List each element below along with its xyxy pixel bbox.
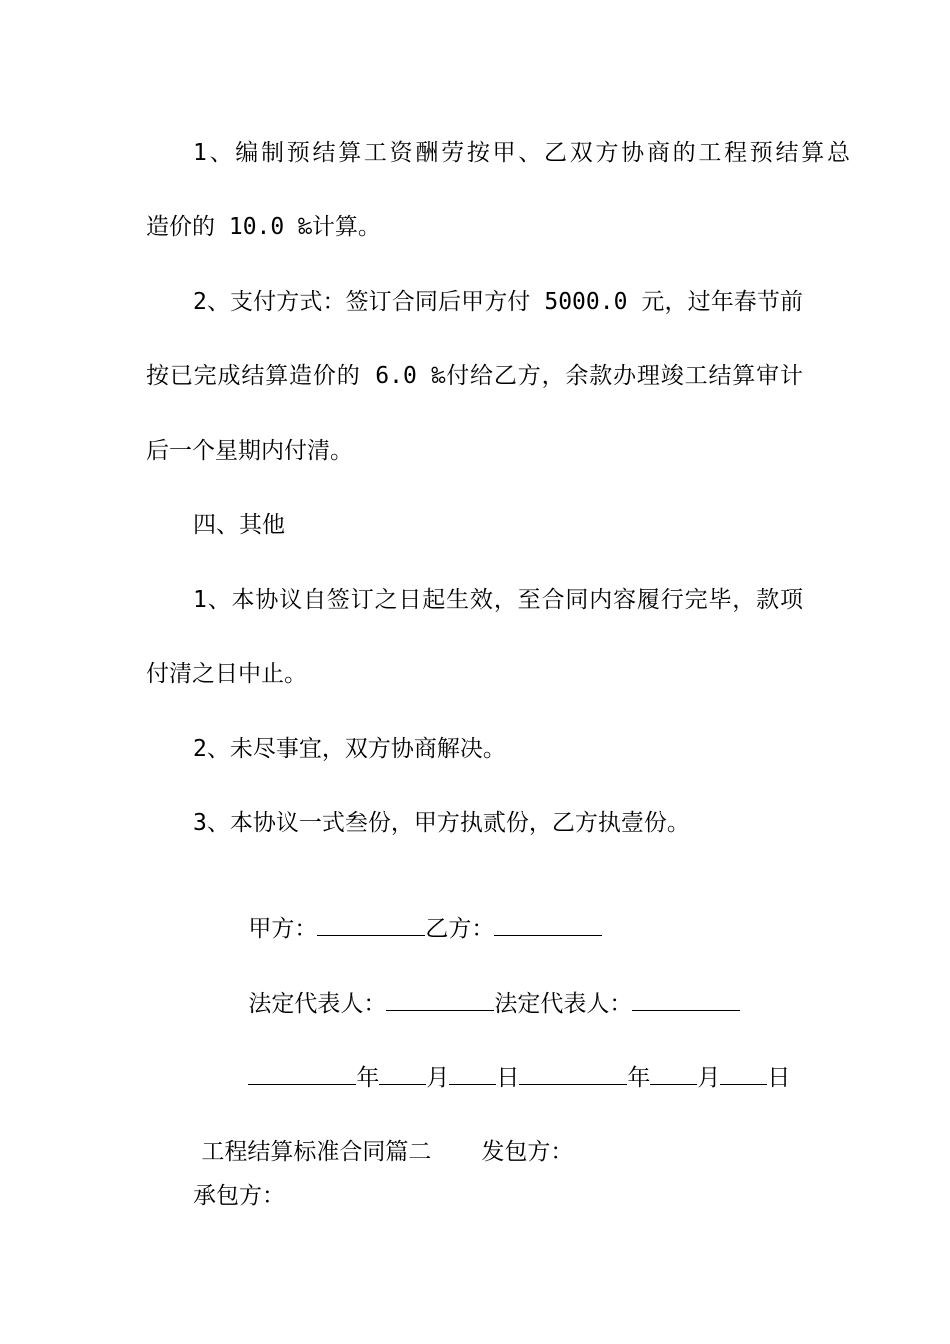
clause-1-line-2: 造价的 10.0 ‰计算。 — [146, 214, 381, 240]
other-clause-3: 3、本协议一式叁份，甲方执贰份，乙方执壹份。 — [193, 810, 690, 836]
legal-rep-a-blank — [386, 988, 494, 1011]
party-a-blank — [317, 913, 425, 936]
party-b-blank — [494, 913, 602, 936]
legal-rep-a-label: 法定代表人： — [248, 991, 387, 1017]
employer-label: 发包方： — [481, 1139, 574, 1165]
contractor-label: 承包方： — [193, 1183, 285, 1209]
section-heading-other: 四、其他 — [193, 512, 285, 538]
legal-rep-b-blank — [632, 988, 740, 1011]
year-a-blank — [248, 1062, 356, 1085]
year-b-label: 年 — [627, 1065, 651, 1091]
month-a-blank — [379, 1062, 426, 1085]
month-a-label: 月 — [426, 1065, 450, 1091]
party-a-label: 甲方： — [248, 916, 318, 942]
other-clause-1-line-2: 付清之日中止。 — [146, 661, 307, 687]
next-section-title: 工程结算标准合同篇二 — [201, 1139, 432, 1165]
year-b-blank — [519, 1062, 627, 1085]
month-b-label: 月 — [697, 1065, 721, 1091]
day-a-label: 日 — [496, 1065, 520, 1091]
day-b-blank — [720, 1062, 767, 1085]
other-clause-1-line-1: 1、本协议自签订之日起生效，至合同内容履行完毕，款项 — [193, 587, 803, 613]
clause-1-line-1: 1、编制预结算工资酬劳按甲、乙双方协商的工程预结算总 — [193, 140, 850, 166]
clause-2-line-1: 2、支付方式：签订合同后甲方付 5000.0 元，过年春节前 — [193, 289, 803, 315]
month-b-blank — [650, 1062, 697, 1085]
clause-2-line-2: 按已完成结算造价的 6.0 ‰付给乙方，余款办理竣工结算审计 — [146, 363, 803, 389]
day-b-label: 日 — [767, 1065, 791, 1091]
year-a-label: 年 — [356, 1065, 380, 1091]
party-b-label: 乙方： — [425, 916, 495, 942]
day-a-blank — [449, 1062, 496, 1085]
legal-rep-b-label: 法定代表人： — [494, 991, 633, 1017]
clause-2-line-3: 后一个星期内付清。 — [146, 438, 353, 464]
other-clause-2: 2、未尽事宜，双方协商解决。 — [193, 736, 506, 762]
